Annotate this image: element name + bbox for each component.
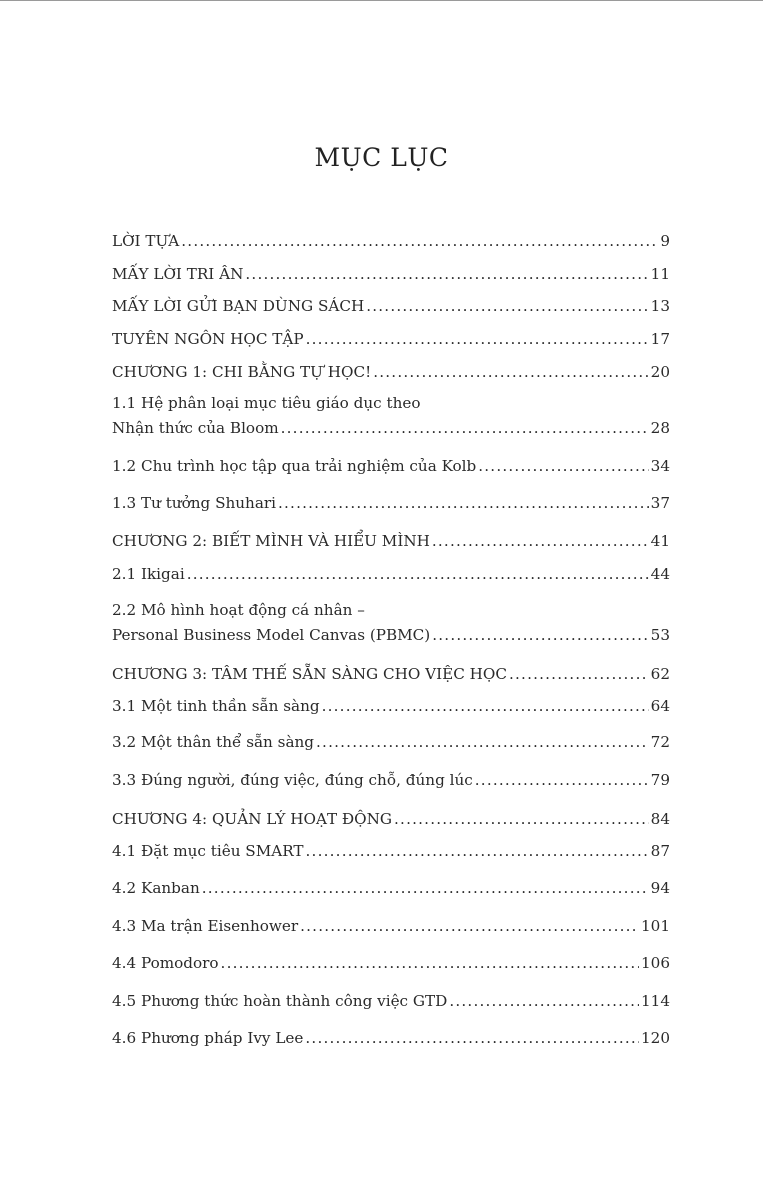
page-top-border [0, 0, 763, 1]
dot-leader [281, 418, 649, 438]
toc-entry[interactable] [112, 362, 670, 382]
toc-entry-title-line1: 1.1 Hệ phân loại mục tiêu giáo dục theo [112, 394, 421, 412]
toc-entry-page-number: 79 [650, 771, 670, 789]
toc-entry-title: 3.3 Đúng người, đúng việc, đúng chỗ, đúng lúc [112, 771, 473, 789]
toc-entry[interactable] [112, 878, 670, 898]
dot-leader [181, 231, 658, 251]
toc-entry-page-number: 34 [650, 457, 670, 475]
dot-leader [394, 809, 649, 829]
dot-leader [202, 878, 649, 898]
toc-entry-title: 2.1 Ikigai [112, 565, 185, 583]
toc-entry-title: 1.2 Chu trình học tập qua trải nghiệm của Kolb [112, 457, 477, 475]
toc-entry[interactable] [112, 809, 670, 829]
toc-entry-title: 4.3 Ma trận Eisenhower [112, 917, 299, 935]
toc-entry-page-number: 84 [650, 810, 670, 828]
dot-leader [305, 1028, 639, 1048]
dot-leader [478, 456, 648, 476]
toc-entry-page-number: 41 [650, 532, 670, 550]
toc-entry-page-number: 53 [650, 626, 670, 644]
toc-entry-title: LỜI TỰA [112, 232, 180, 250]
toc-entry-title: MẤY LỜI TRI ÂN [112, 265, 244, 283]
toc-entry[interactable] [112, 564, 670, 584]
toc-entry-title: 4.4 Pomodoro [112, 954, 219, 972]
dot-leader [509, 664, 649, 684]
toc-entry[interactable] [112, 770, 670, 790]
toc-entry-title: MẤY LỜI GỬI BẠN DÙNG SÁCH [112, 297, 365, 315]
toc-entry-title: CHƯƠNG 3: TÂM THẾ SẴN SÀNG CHO VIỆC HỌC [112, 665, 507, 683]
toc-entry[interactable] [112, 296, 670, 316]
toc-entry-page-number: 72 [650, 733, 670, 751]
toc-entry[interactable] [112, 231, 670, 251]
toc-entry-title: 3.1 Một tinh thần sẵn sàng [112, 697, 320, 715]
toc-entry-title: 1.3 Tư tưởng Shuhari [112, 494, 276, 512]
toc-entry-title: Nhận thức của Bloom [112, 419, 279, 437]
page-title: MỤC LỤC [314, 143, 449, 172]
dot-leader [278, 493, 649, 513]
toc-entry-page-number: 28 [650, 419, 670, 437]
toc-entry[interactable] [112, 841, 670, 861]
toc-entry-title: CHƯƠNG 2: BIẾT MÌNH VÀ HIỂU MÌNH [112, 532, 430, 550]
toc-entry-title: Personal Business Model Canvas (PBMC) [112, 626, 431, 644]
toc-entry-page-number: 120 [641, 1029, 670, 1047]
toc-entry-title-line1: 2.2 Mô hình hoạt động cá nhân – [112, 601, 365, 619]
toc-entry[interactable] [112, 916, 670, 936]
toc-entry-page-number: 17 [650, 330, 670, 348]
toc-entry-page-number: 114 [641, 992, 670, 1010]
dot-leader [245, 264, 648, 284]
dot-leader [432, 531, 649, 551]
toc-entry-title: CHƯƠNG 1: CHI BẰNG TỰ HỌC! [112, 363, 372, 381]
toc-entry-page-number: 11 [650, 265, 670, 283]
toc-entry-page-number: 64 [650, 697, 670, 715]
toc-entry-page-number: 9 [660, 232, 670, 250]
toc-entry-page-number: 106 [641, 954, 670, 972]
dot-leader [306, 329, 649, 349]
dot-leader [300, 916, 639, 936]
toc-entry-title: 4.2 Kanban [112, 879, 200, 897]
toc-entry[interactable] [112, 953, 670, 973]
toc-entry[interactable] [112, 456, 670, 476]
dot-leader [366, 296, 648, 316]
toc-entry-page-number: 37 [650, 494, 670, 512]
toc-entry-page-number: 13 [650, 297, 670, 315]
toc-entry-title: 3.2 Một thân thể sẵn sàng [112, 733, 315, 751]
toc-entry-title: 4.1 Đặt mục tiêu SMART [112, 842, 304, 860]
toc-entry[interactable] [112, 991, 670, 1011]
toc-entry-title: 4.6 Phương pháp Ivy Lee [112, 1029, 304, 1047]
toc-entry[interactable] [112, 329, 670, 349]
toc-entry-title: CHƯƠNG 4: QUẢN LÝ HOẠT ĐỘNG [112, 810, 393, 828]
toc-entry[interactable] [112, 1028, 670, 1048]
toc-entry[interactable] [112, 493, 670, 513]
toc-entry-page-number: 101 [641, 917, 670, 935]
toc-entry[interactable] [112, 531, 670, 551]
toc-entry-page-number: 62 [650, 665, 670, 683]
dot-leader [373, 362, 648, 382]
dot-leader [432, 625, 648, 645]
toc-entry-page-number: 94 [650, 879, 670, 897]
dot-leader [316, 732, 649, 752]
toc-entry[interactable] [112, 393, 670, 438]
toc-entry[interactable] [112, 600, 670, 645]
dot-leader [306, 841, 649, 861]
toc-entry-title: TUYÊN NGÔN HỌC TẬP [112, 330, 304, 348]
toc-entry[interactable] [112, 264, 670, 284]
toc-entry-page-number: 87 [650, 842, 670, 860]
toc-entry[interactable] [112, 696, 670, 716]
toc-entry-page-number: 44 [650, 565, 670, 583]
dot-leader [449, 991, 639, 1011]
toc-entry[interactable] [112, 664, 670, 684]
dot-leader [322, 696, 649, 716]
dot-leader [187, 564, 649, 584]
toc-entry[interactable] [112, 732, 670, 752]
dot-leader [475, 770, 649, 790]
dot-leader [221, 953, 639, 973]
toc-entry-page-number: 20 [650, 363, 670, 381]
toc-entry-title: 4.5 Phương thức hoàn thành công việc GTD [112, 992, 448, 1010]
